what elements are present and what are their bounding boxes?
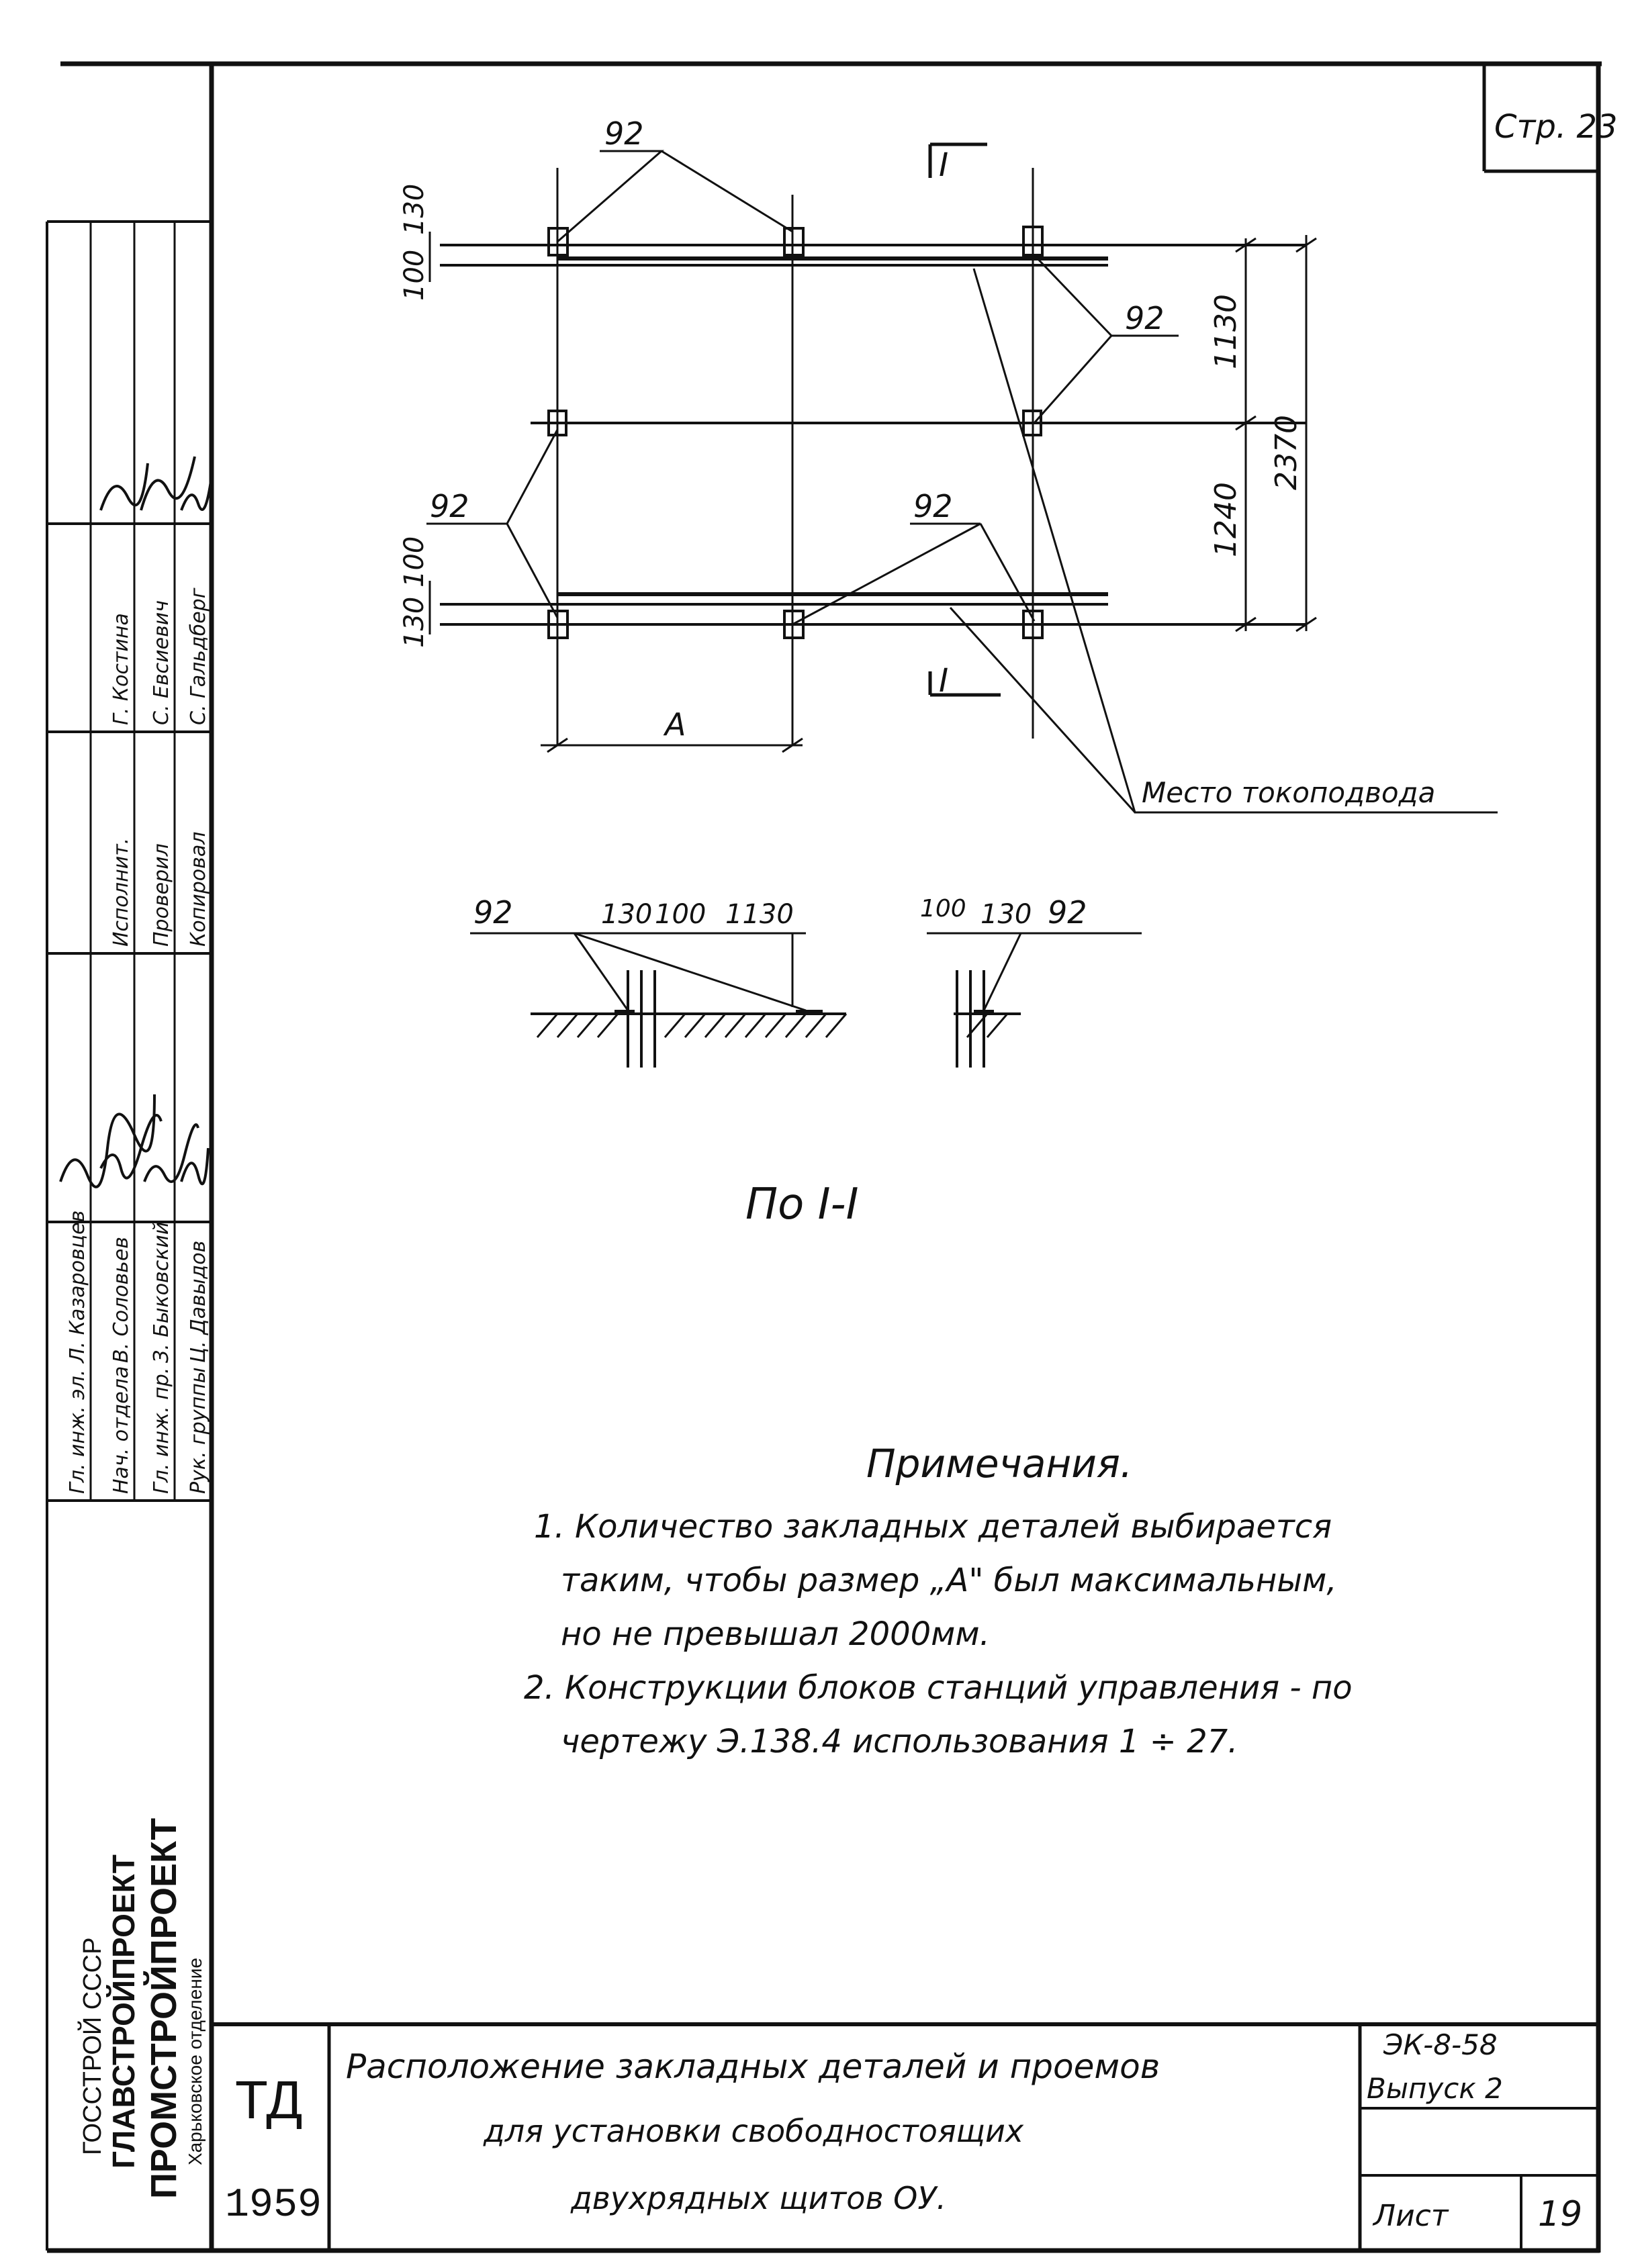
stamp-title-line-2: для установки свободностоящих — [484, 2113, 1024, 2149]
section-dim-1130: 1130 — [725, 899, 794, 930]
name-kazarovtsev: Л. Казаровцев — [66, 1210, 89, 1363]
page-number: Стр. 23 — [1494, 108, 1618, 146]
name-goldberg: С. Гальдберг — [187, 587, 210, 725]
stamp-sheet-label: Лист — [1373, 2199, 1449, 2233]
dim-1240: 1240 — [1209, 482, 1243, 557]
label-92-top: 92 — [604, 115, 644, 152]
role-copied: Копировал — [187, 831, 210, 947]
note-1-line-1: 1. Количество закладных деталей выбирается — [534, 1508, 1332, 1546]
sheet-frame — [47, 64, 1602, 2253]
name-bykovsky: З. Быковский — [150, 1221, 173, 1363]
dim-130-bottom: 130 — [399, 596, 430, 648]
label-92-center: 92 — [913, 488, 953, 524]
dim-2370: 2370 — [1269, 415, 1304, 490]
stamp-issue: Выпуск 2 — [1367, 2072, 1503, 2105]
section-label-92-left: 92 — [473, 894, 513, 931]
label-92-left: 92 — [430, 488, 469, 524]
role-chief-eng-project: Гл. инж. пр. — [150, 1367, 173, 1494]
org-line-2: ГЛАВСТРОЙПРОЕКТ — [106, 1854, 141, 2169]
stamp-title-line-3: двухрядных щитов ОУ. — [571, 2180, 947, 2216]
name-davydov: Ц. Давыдов — [187, 1240, 210, 1363]
section-view — [470, 894, 1142, 1229]
org-line-1: ГОССТРОЙ СССР — [79, 1937, 107, 2155]
section-caption: По I-I — [745, 1180, 859, 1229]
name-evsievich: С. Евсиевич — [150, 600, 173, 725]
role-group-lead: Рук. группы — [187, 1367, 210, 1494]
notes-title: Примечания. — [866, 1441, 1133, 1486]
name-kostina: Г. Костина — [109, 613, 133, 725]
handwritten-signatures — [60, 457, 212, 1187]
role-checked: Проверил — [150, 843, 173, 947]
section-label-92-right: 92 — [1048, 894, 1087, 931]
role-chief-engineer: Гл. инж. эл. — [66, 1369, 89, 1494]
stamp-sheet-number: 19 — [1538, 2194, 1583, 2234]
note-1-line-3: но не превышал 2000мм. — [561, 1615, 990, 1653]
note-1-line-2: таким, чтобы размер „А" был максимальным, — [561, 1562, 1337, 1599]
section-dim-130-left: 130 — [601, 899, 653, 930]
role-dept-head: Нач. отдела — [109, 1366, 133, 1494]
signature-strip — [47, 222, 212, 2251]
svg-text:I: I — [939, 146, 949, 184]
dim-130-top: 130 — [399, 183, 430, 235]
section-plate — [796, 1010, 823, 1015]
stamp-code: ЭК-8-58 — [1383, 2028, 1498, 2061]
stamp-year: 1959 — [225, 2183, 322, 2228]
section-mark-top — [930, 144, 987, 184]
dim-100-bottom: 100 — [399, 536, 430, 587]
svg-text:I: I — [939, 662, 949, 700]
label-92-right: 92 — [1125, 300, 1165, 336]
note-2-line-2: чертежу Э.138.4 использования 1 ÷ 27. — [561, 1723, 1238, 1760]
title-block — [212, 2024, 1598, 2251]
notes — [524, 1441, 1353, 1760]
plan-view — [399, 115, 1498, 812]
callout-current-feed: Место токоподвода — [1142, 776, 1436, 809]
dim-1130: 1130 — [1209, 294, 1243, 369]
section-mark-bottom — [930, 662, 1001, 700]
section-dim-100-left: 100 — [655, 899, 706, 930]
section-dim-100-right: 100 — [920, 895, 966, 923]
section-plate — [974, 1010, 994, 1015]
note-2-line-1: 2. Конструкции блоков станций управления - по — [524, 1669, 1353, 1707]
dim-100-top: 100 — [399, 249, 430, 301]
role-executor: Исполнит. — [109, 837, 133, 947]
name-soloviev: В. Соловьев — [109, 1237, 133, 1363]
org-line-4: Харьковское отделение — [185, 1957, 206, 2165]
embedded-part — [784, 228, 803, 255]
stamp-title-line-1: Расположение закладных деталей и проемов — [346, 2047, 1160, 2086]
dim-a: А — [665, 706, 686, 743]
stamp-td: ТД — [235, 2070, 303, 2130]
section-dim-130-right: 130 — [980, 899, 1032, 930]
org-line-3: ПРОМСТРОЙПРОЕКТ — [144, 1817, 184, 2199]
section-plate — [614, 1010, 635, 1015]
